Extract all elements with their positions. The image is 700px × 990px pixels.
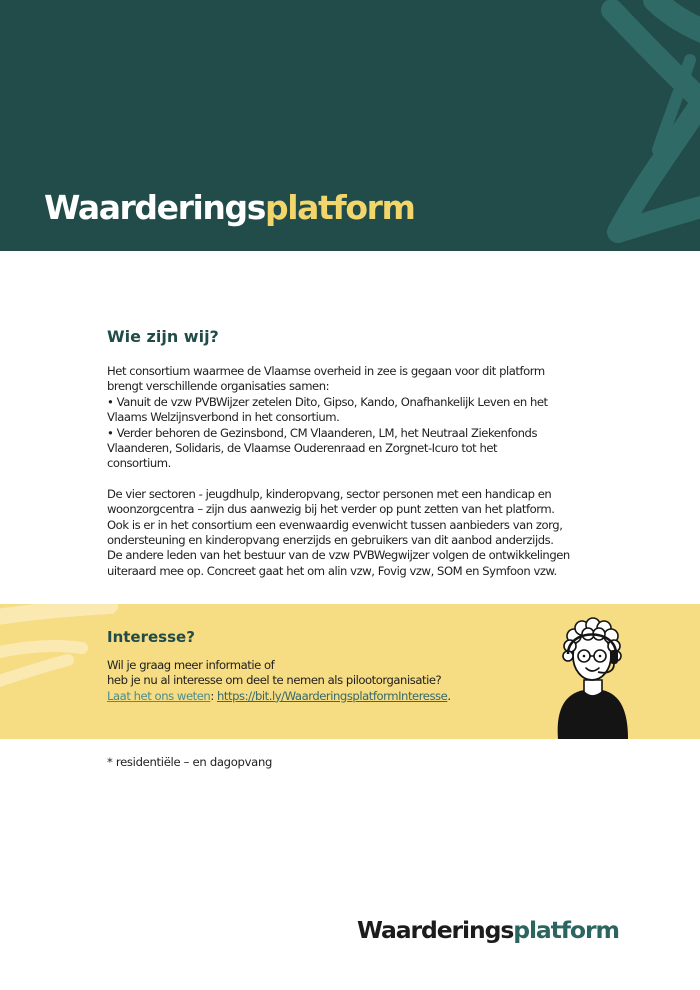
- text-line: • Vanuit de vzw PVBWijzer zetelen Dito, Gipso, Kando, Onafhankelijk Leven en het: [107, 394, 548, 409]
- interest-content: [107, 626, 451, 704]
- separator: :: [210, 688, 218, 703]
- logo-word-waarderings: Waarderings: [44, 188, 265, 227]
- text-line: uiteraard mee op. Concreet gaat het om alin vzw, Fovig vzw, SOM en Symfoon vzw.: [107, 563, 557, 578]
- text-line: brengt verschillende organisaties samen:: [107, 379, 330, 394]
- text-line: Vlaanderen, Solidaris, de Vlaamse Ouderenraad en Zorgnet-Icuro tot het: [107, 441, 498, 456]
- text-line: woonzorgcentra – zijn dus aanwezig bij het verder op punt zetten van het platform.: [107, 502, 555, 517]
- text-line: Wil je graag meer informatie of: [107, 658, 275, 672]
- logo-word-waarderings: Waarderings: [357, 916, 514, 944]
- text-line: heb je nu al interesse om deel te nemen als pilootorganisatie?: [107, 673, 442, 688]
- footer-logo: [357, 914, 619, 946]
- header-banner: [0, 0, 700, 251]
- footnote: * residentiële – en dagopvang: [107, 755, 273, 769]
- text-line: Het consortium waarmee de Vlaamse overheid in zee is gegaan voor dit platform: [107, 364, 545, 378]
- logo-word-platform: platform: [264, 188, 415, 227]
- text-line: [107, 689, 451, 704]
- person-with-headset-illustration: [544, 614, 640, 739]
- period: .: [447, 688, 451, 703]
- text-line: De vier sectoren - jeugdhulp, kinderopvang, sector personen met een handicap en: [107, 486, 552, 501]
- text-line: Ook is er in het consortium een evenwaardig evenwicht tussen aanbieders van zorg,: [107, 517, 563, 532]
- interest-title: Interesse?: [107, 628, 195, 646]
- header-logo: [44, 186, 414, 230]
- text-line: • Verder behoren de Gezinsbond, CM Vlaanderen, LM, het Neutraal Ziekenfonds: [107, 425, 538, 440]
- interest-text: [107, 658, 451, 704]
- interest-url-link[interactable]: https://bit.ly/WaarderingsplatformInteresse: [217, 688, 448, 703]
- text-line: De andere leden van het bestuur van de vzw PVBWegwijzer volgen de ontwikkelingen: [107, 548, 570, 563]
- about-section: [107, 326, 632, 579]
- text-line: ondersteuning en kinderopvang enerzijds en gebruikers van dit aanbod anderzijds.: [107, 533, 554, 548]
- contact-link[interactable]: Laat het ons weten: [107, 688, 211, 703]
- text-line: consortium.: [107, 456, 171, 471]
- about-title: Wie zijn wij?: [107, 327, 219, 346]
- text-line: Vlaams Welzijnsverbond in het consortium.: [107, 410, 340, 425]
- about-paragraph-1: [107, 364, 632, 472]
- logo-word-platform: platform: [513, 916, 619, 944]
- about-paragraph-2: [107, 487, 632, 579]
